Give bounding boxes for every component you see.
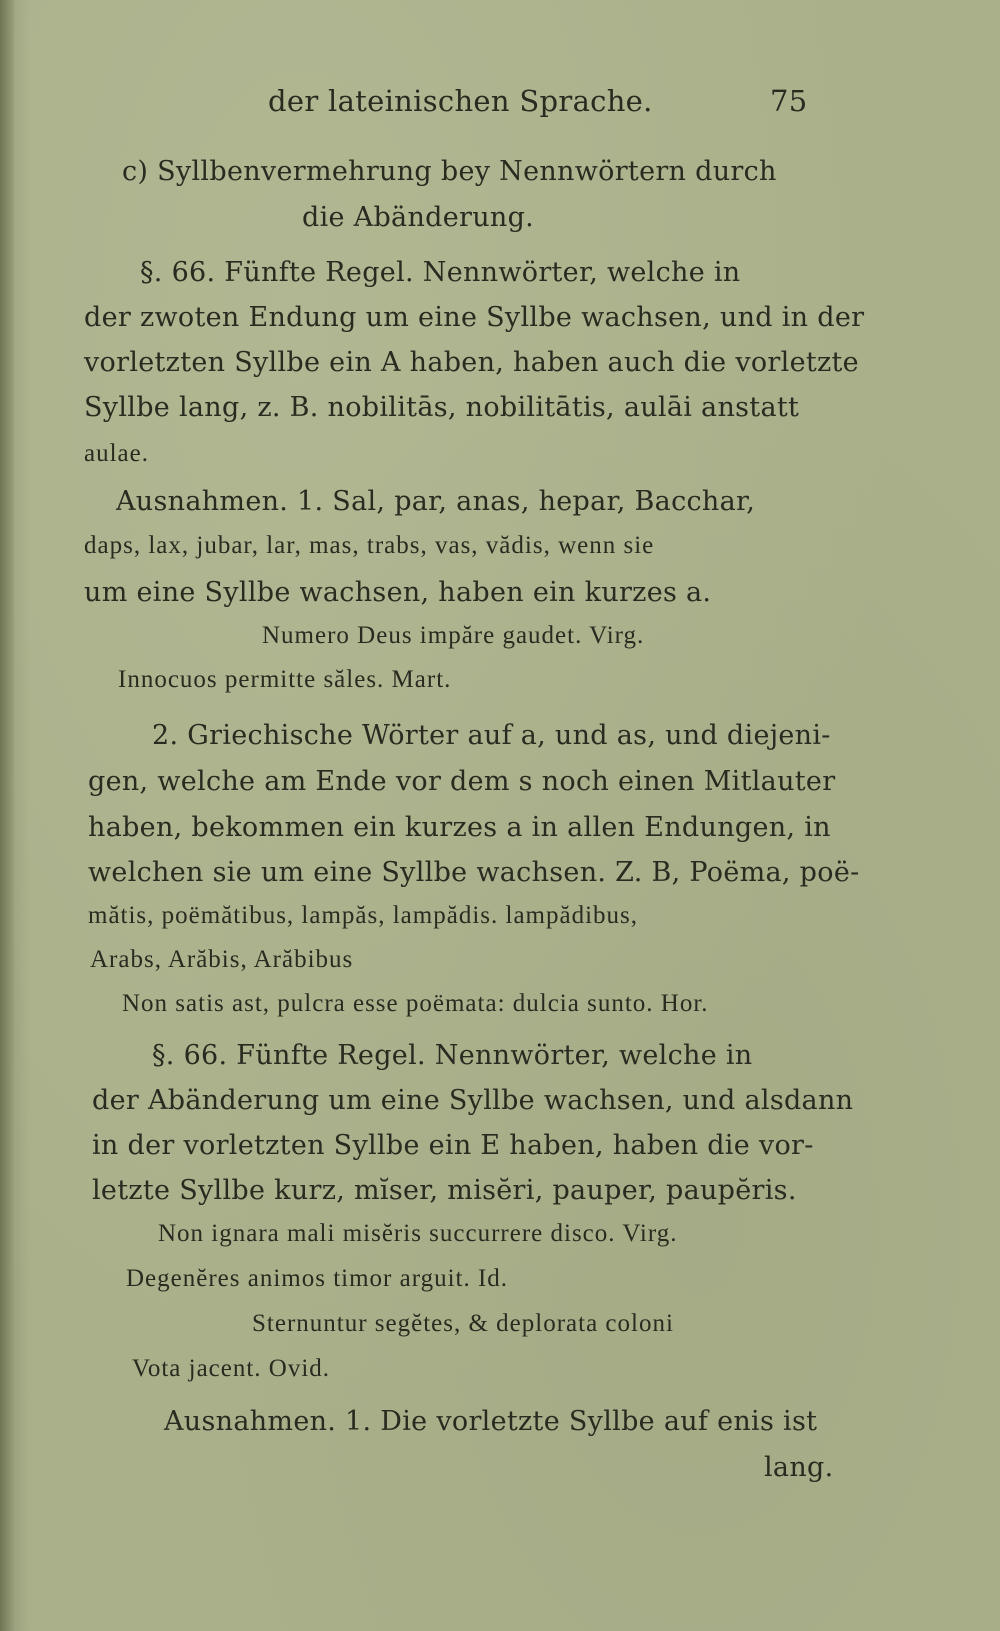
exceptions1-line-2: daps, lax, jubar, lar, mas, trabs, vas, vădis, wenn sie — [84, 532, 655, 559]
exceptions2-line-5: mătis, poëmătibus, lampăs, lampădis. lampădibus, — [88, 902, 639, 929]
quote-virgil-1: Numero Deus impăre gaudet. Virg. — [262, 622, 645, 649]
exceptions2-line-3: haben, bekommen ein kurzes a in allen Endungen, in — [88, 812, 831, 843]
rule1-line-2: der zwoten Endung um eine Syllbe wachsen, und in der — [84, 302, 865, 333]
section-c-line-2: die Abänderung. — [302, 202, 535, 233]
page-number: 75 — [770, 84, 808, 118]
quote-virgil-2: Non ignara mali misĕris succurrere disco. Virg. — [158, 1220, 678, 1247]
exceptions3-line-1: Ausnahmen. 1. Die vorletzte Syllbe auf enis ist — [164, 1406, 818, 1437]
rule2-line-4: letzte Syllbe kurz, mĭser, misĕri, pauper, paupĕris. — [92, 1175, 797, 1206]
exceptions2-line-6: Arabs, Arăbis, Arăbibus — [90, 946, 354, 973]
exceptions1-line-1: Ausnahmen. 1. Sal, par, anas, hepar, Bacchar, — [116, 486, 756, 517]
running-title: der lateinischen Sprache. — [268, 84, 653, 118]
exceptions1-line-3: um eine Syllbe wachsen, haben ein kurzes a. — [84, 577, 712, 608]
quote-ovid-1: Sternuntur segĕtes, & deplorata coloni — [252, 1310, 674, 1337]
quote-martial: Innocuos permitte săles. Mart. — [118, 666, 452, 693]
exceptions2-line-4: welchen sie um eine Syllbe wachsen. Z. B, Poëma, poë- — [88, 857, 860, 888]
rule1-line-1: §. 66. Fünfte Regel. Nennwörter, welche in — [140, 257, 741, 288]
rule2-line-2: der Abänderung um eine Syllbe wachsen, und alsdann — [92, 1085, 854, 1116]
page-spine — [0, 0, 14, 1631]
rule1-line-5: aulae. — [84, 440, 149, 467]
rule1-line-4: Syllbe lang, z. B. nobilitās, nobilitātis, aulāi anstatt — [84, 392, 800, 423]
exceptions2-line-2: gen, welche am Ende vor dem s noch einen Mitlauter — [88, 766, 836, 797]
exceptions3-line-2: lang. — [764, 1452, 834, 1483]
rule1-line-3: vorletzten Syllbe ein A haben, haben auch die vorletzte — [84, 347, 859, 378]
quote-id: Degenĕres animos timor arguit. Id. — [126, 1265, 509, 1292]
quote-ovid-2: Vota jacent. Ovid. — [132, 1355, 331, 1382]
section-c-line-1: c) Syllbenvermehrung bey Nennwörtern durch — [122, 156, 777, 187]
rule2-line-1: §. 66. Fünfte Regel. Nennwörter, welche in — [152, 1040, 753, 1071]
quote-horace: Non satis ast, pulcra esse poëmata: dulcia sunto. Hor. — [122, 990, 709, 1017]
rule2-line-3: in der vorletzten Syllbe ein E haben, haben die vor- — [92, 1130, 814, 1161]
exceptions2-line-1: 2. Griechische Wörter auf a, und as, und diejeni- — [152, 720, 831, 751]
